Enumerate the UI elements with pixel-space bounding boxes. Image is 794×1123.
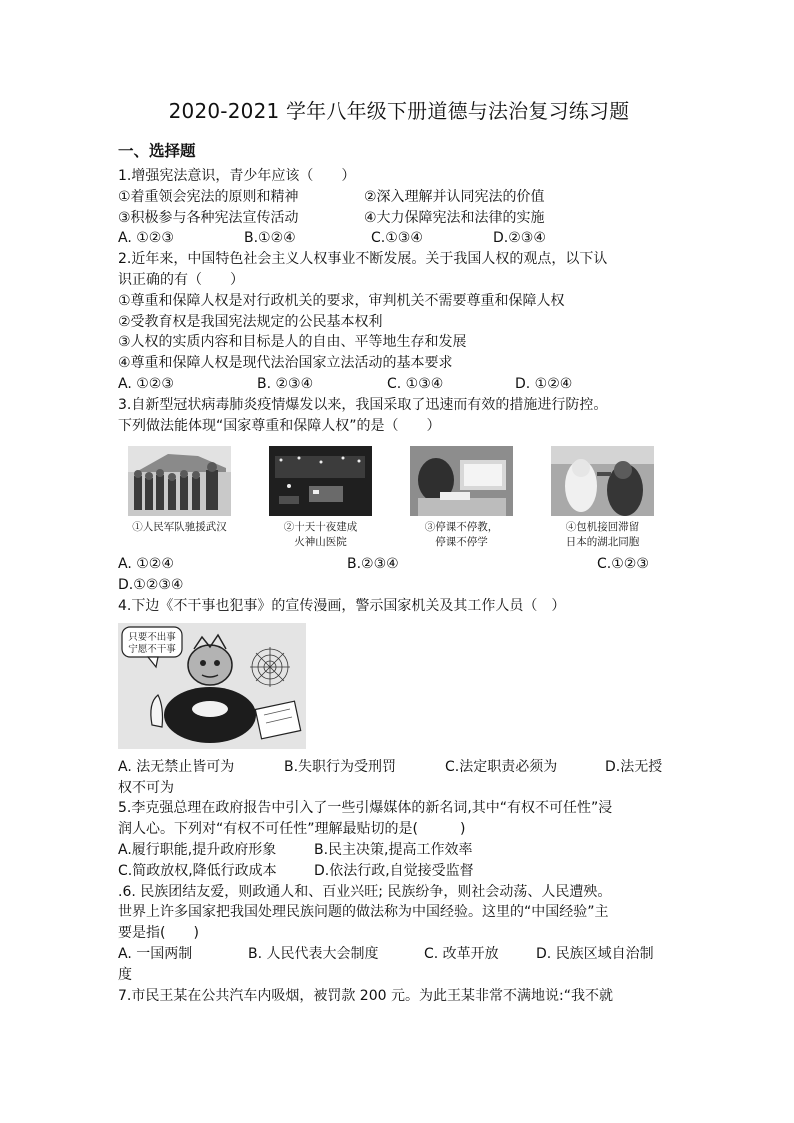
q6-option-d: D. 民族区域自治制: [536, 945, 654, 962]
q5-option-b: B.民主决策,提高工作效率: [314, 841, 473, 858]
q1-items-row-2: [118, 208, 680, 229]
cartoon-illustration: [118, 623, 306, 749]
q1-option-b: B.①②④: [244, 230, 296, 247]
q3-stem-line: 下列做法能体现“国家尊重和保障人权”的是（ ）: [118, 417, 441, 434]
q6-option-b: B. 人民代表大会制度: [248, 945, 379, 962]
q1-item: ③积极参与各种宪法宣传活动: [118, 209, 299, 226]
q6-option-c: C. 改革开放: [424, 945, 499, 962]
q6-option-d-continued: 度: [118, 966, 132, 983]
q6-options: [118, 944, 680, 965]
q6-stem-line: .6. 民族团结友爱，则政通人和、百业兴旺; 民族纷争，则社会动荡、人民遭殃。: [118, 883, 612, 900]
q2-stem-line: 识正确的有（ ）: [118, 271, 244, 288]
cartoon-speech-line-1: 只要不出事: [128, 631, 176, 643]
q5-options-row-1: [118, 840, 680, 861]
q2-option-a: A. ①②③: [118, 375, 174, 392]
q1-option-a: A. ①②③: [118, 230, 174, 247]
q4-option-d: D.法无授: [605, 758, 663, 775]
q3-photo-row: [128, 446, 680, 550]
q5-option-a: A.履行职能,提升政府形象: [118, 841, 277, 858]
q2-option-d: D. ①②④: [515, 375, 573, 392]
q2-option-c: C. ①③④: [387, 375, 444, 392]
q2-item: ①尊重和保障人权是对行政机关的要求，审判机关不需要尊重和保障人权: [118, 292, 565, 309]
q4-stem: 4.下边《不干事也犯事》的宣传漫画，警示国家机关及其工作人员（ ）: [118, 597, 566, 614]
q6-option-a: A. 一国两制: [118, 945, 193, 962]
q3-option-b: B.②③④: [347, 556, 399, 573]
q4-option-b: B.失职行为受刑罚: [284, 758, 397, 775]
q4-option-a: A. 法无禁止皆可为: [118, 758, 235, 775]
q1-item: ①着重领会宪法的原则和精神: [118, 188, 299, 205]
q7-stem-line: 7.市民王某在公共汽车内吸烟，被罚款 200 元。为此王某非常不满地说:“我不就: [118, 987, 613, 1004]
q3-caption-3: ③停课不停教， 停课不停学: [424, 521, 499, 549]
night-construction-photo: [269, 446, 372, 516]
q1-items-row-1: [118, 187, 680, 208]
cartoon-speech-line-2: 宁愿不干事: [128, 643, 176, 655]
q2-item: ④尊重和保障人权是现代法治国家立法活动的基本要求: [118, 355, 453, 372]
online-teaching-photo: [410, 446, 513, 516]
q5-options-row-2: [118, 861, 680, 882]
q1-option-d: D.②③④: [493, 230, 546, 247]
q5-stem-line: 5.李克强总理在政府报告中引入了一些引爆媒体的新名词,其中“有权不可任性”浸: [118, 800, 613, 817]
soldiers-photo: [128, 446, 231, 516]
q1-stem: 1.增强宪法意识，青少年应该（ ）: [118, 168, 356, 184]
q1-item: ②深入理解并认同宪法的价值: [364, 188, 545, 205]
q3-photo-2: [269, 446, 372, 550]
q6-stem-line: 世界上许多国家把我国处理民族问题的做法称为中国经验。这里的“中国经验”主: [118, 904, 609, 921]
q4-options: [118, 757, 680, 778]
section-heading: 一、选择题: [118, 142, 196, 160]
q1-option-c: C.①③④: [371, 230, 423, 247]
q6-stem-line: 要是指( ): [118, 925, 199, 942]
charter-flight-photo: [551, 446, 654, 516]
q4-option-d-continued: 权不可为: [118, 779, 174, 796]
q3-caption-4: ④包机接回滞留 日本的湖北同胞: [565, 521, 640, 549]
q2-options: [118, 374, 680, 395]
q3-photo-4: [551, 446, 654, 550]
page-title: 2020-2021 学年八年级下册道德与法治复习练习题: [168, 99, 630, 123]
q3-option-d: D.①②③④: [118, 577, 184, 594]
q3-photo-3: [410, 446, 513, 550]
q2-stem-line: 2.近年来，中国特色社会主义人权事业不断发展。关于我国人权的观点，以下认: [118, 251, 608, 268]
q3-stem-line: 3.自新型冠状病毒肺炎疫情爆发以来，我国采取了迅速而有效的措施进行防控。: [118, 396, 608, 413]
q3-caption-2: ②十天十夜建成 火神山医院: [283, 521, 358, 549]
q3-option-a: A. ①②④: [118, 556, 174, 573]
q4-option-c: C.法定职责必须为: [445, 758, 558, 775]
q5-option-d: D.依法行政,自觉接受监督: [314, 862, 474, 879]
q3-options: [118, 554, 680, 575]
q3-caption-1: ①人民军队驰援武汉: [132, 521, 227, 534]
q2-item: ②受教育权是我国宪法规定的公民基本权利: [118, 313, 383, 330]
q5-option-c: C.简政放权,降低行政成本: [118, 862, 277, 879]
q4-cartoon: [118, 623, 306, 749]
q2-option-b: B. ②③④: [257, 375, 314, 392]
worksheet-page: [118, 98, 680, 1006]
q3-option-c: C.①②③: [597, 556, 649, 573]
q5-stem-line: 润人心。下列对“有权不可任性”理解最贴切的是( ): [118, 821, 466, 838]
q3-photo-1: [128, 446, 231, 550]
q1-options: [118, 228, 680, 249]
q1-item: ④大力保障宪法和法律的实施: [364, 209, 545, 226]
q2-item: ③人权的实质内容和目标是人的自由、平等地生存和发展: [118, 334, 467, 351]
